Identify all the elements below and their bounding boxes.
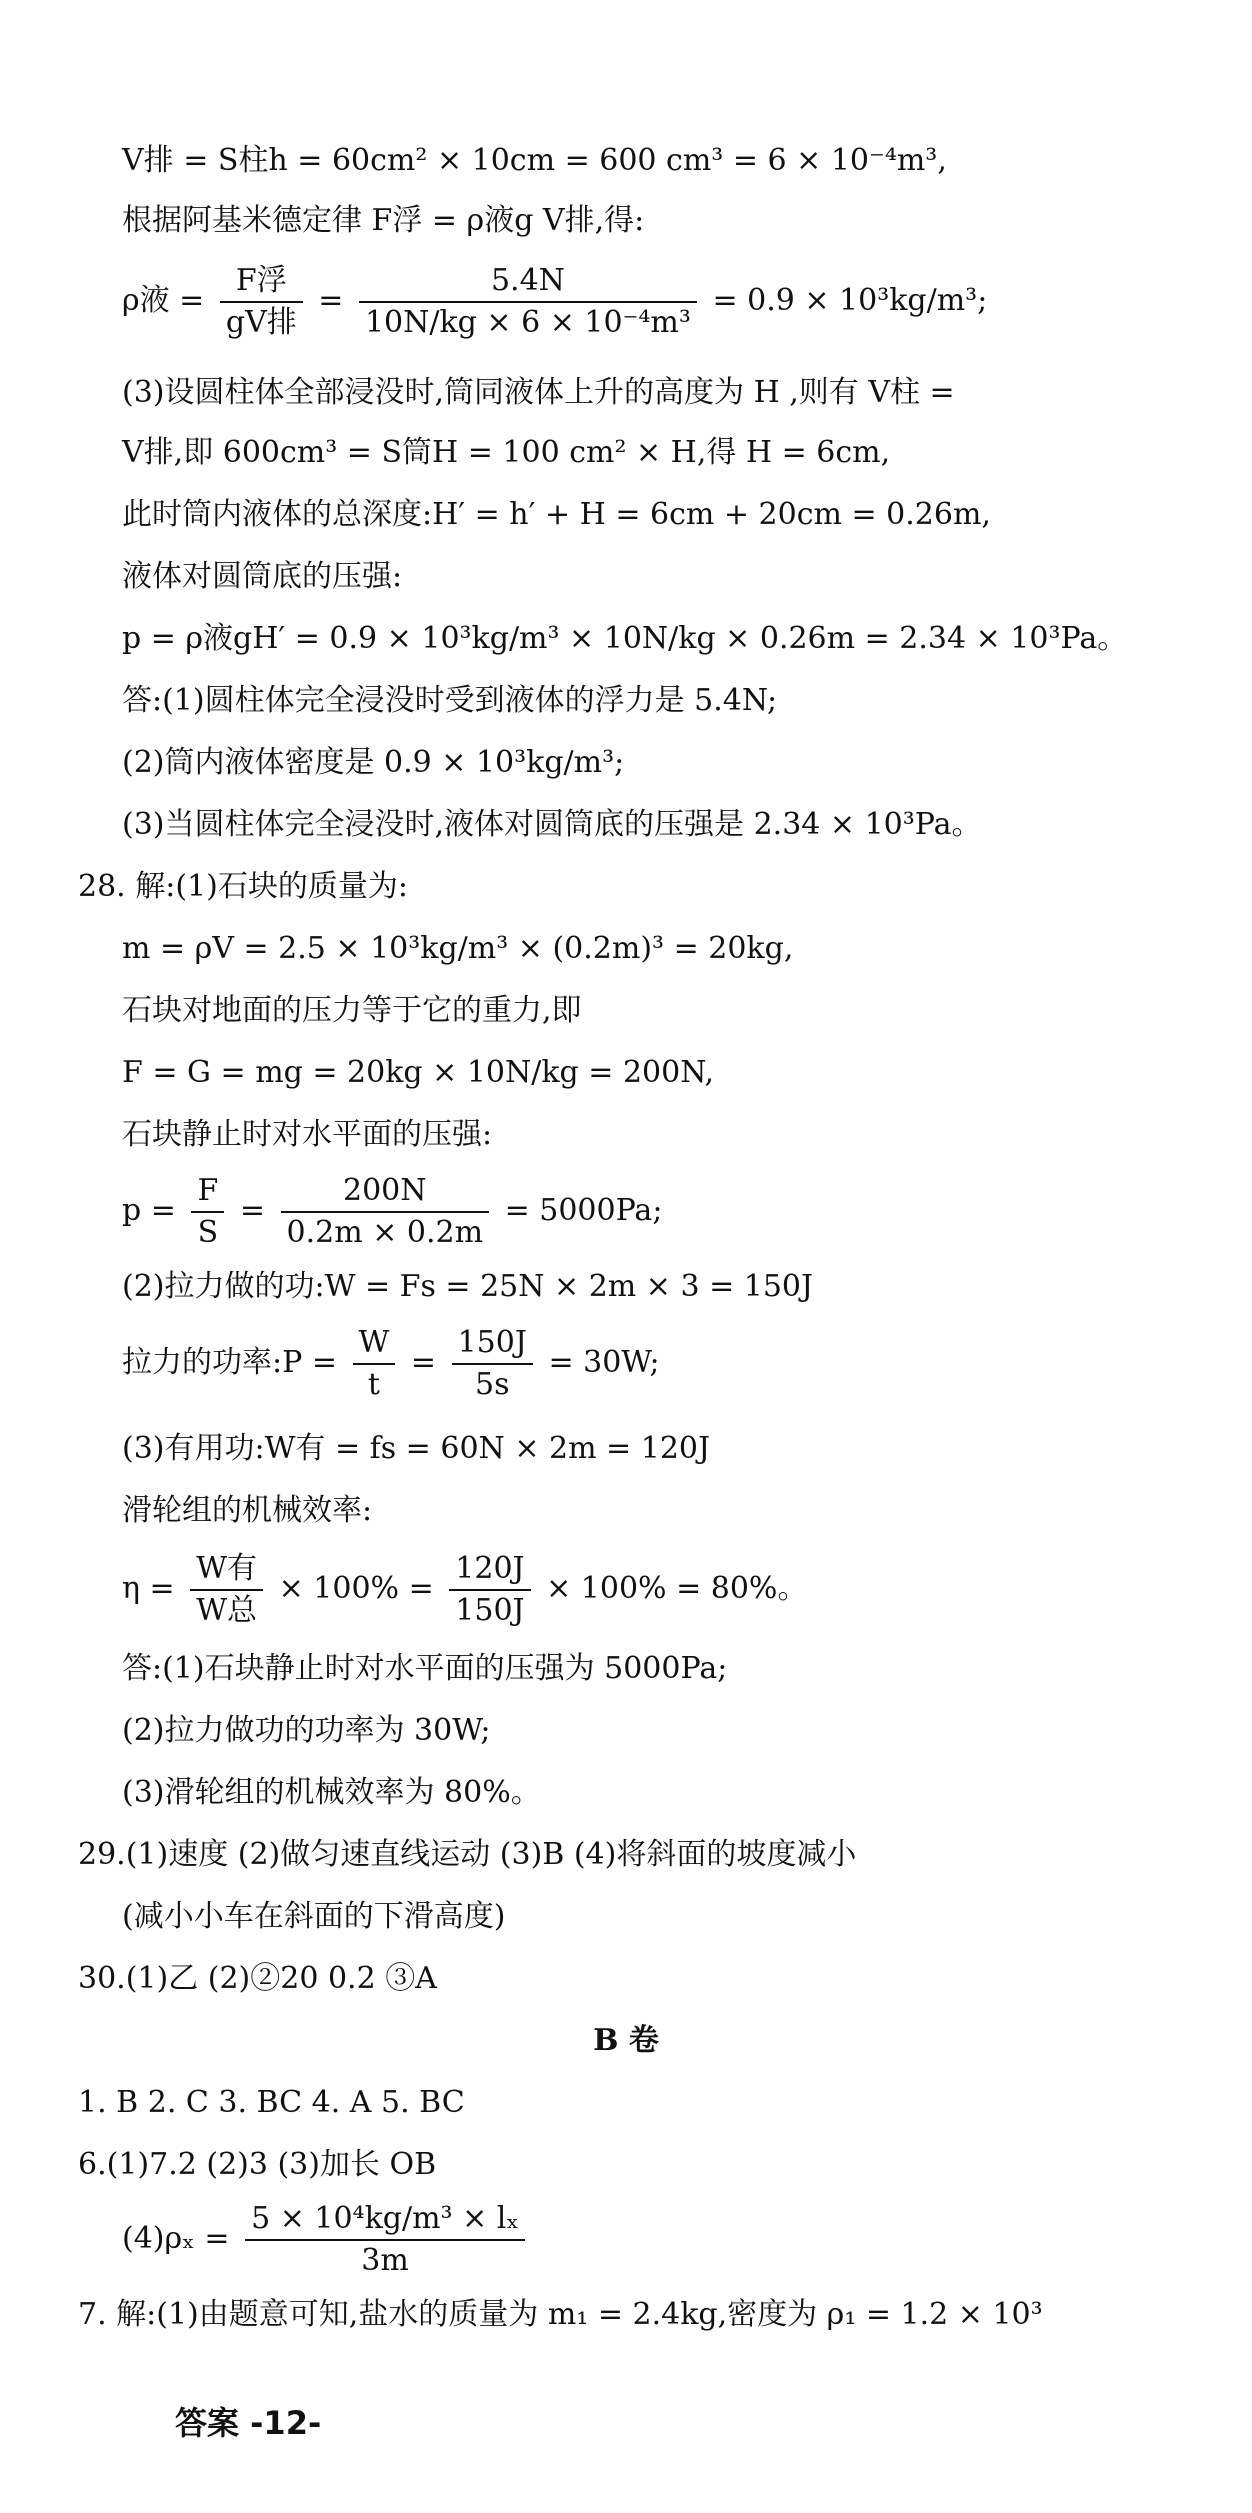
line-answer-1: 答:(1)圆柱体完全浸没时受到液体的浮力是 5.4N;: [122, 683, 778, 718]
efficiency-lhs: η =: [122, 1571, 175, 1606]
density-fraction-2: [359, 261, 697, 343]
line-part3-setup: (3)设圆柱体全部浸没时,筒同液体上升的高度为 H ,则有 V柱 =: [122, 375, 955, 410]
line-total-depth: 此时筒内液体的总深度:H′ = h′ + H = 6cm + 20cm = 0.26m,: [122, 497, 991, 532]
page-footer: 答案 -12-: [175, 2404, 322, 2442]
line-density-formula: [122, 258, 987, 344]
line-part3-height: V排,即 600cm³ = S筒H = 100 cm² × H,得 H = 6cm,: [122, 435, 891, 470]
line-archimedes: 根据阿基米德定律 F浮 = ρ液g V排,得:: [122, 203, 645, 238]
fraction-denominator: t: [367, 1367, 380, 1402]
density-fraction-1: [220, 261, 303, 343]
equals-sign: =: [410, 1345, 437, 1380]
line-force-desc: 石块对地面的压力等于它的重力,即: [122, 993, 582, 1028]
line-efficiency-label: 滑轮组的机械效率:: [122, 1493, 373, 1528]
equals-sign: =: [318, 283, 344, 318]
line-useful-work: (3)有用功:W有 = fs = 60N × 2m = 120J: [122, 1431, 711, 1466]
line-volume: V排 = S柱h = 60cm² × 10cm = 600 cm³ = 6 × 10⁻⁴m³,: [122, 143, 947, 178]
efficiency-result: × 100% = 80%。: [546, 1571, 808, 1606]
fraction-numerator: F浮: [220, 261, 303, 303]
pressure-result: = 5000Pa;: [504, 1193, 663, 1228]
line-answer-28-1: 答:(1)石块静止时对水平面的压强为 5000Pa;: [122, 1651, 728, 1686]
fraction-denominator: 10N/kg × 6 × 10⁻⁴m³: [364, 305, 691, 340]
line-b-6-4: [122, 2196, 531, 2282]
pressure-fraction-2: [281, 1171, 490, 1253]
density-lhs: ρ液 =: [122, 283, 205, 318]
power-lhs: 拉力的功率:P =: [122, 1345, 337, 1380]
power-fraction-2: [452, 1323, 533, 1405]
section-heading-b: B 卷: [593, 2023, 659, 2058]
line-answer-3: (3)当圆柱体完全浸没时,液体对圆筒底的压强是 2.34 × 10³Pa。: [122, 807, 982, 842]
efficiency-middle: × 100% =: [278, 1571, 434, 1606]
equals-sign: =: [239, 1193, 265, 1228]
rho-x-lhs: (4)ρₓ =: [122, 2221, 230, 2256]
line-b-1-5: 1. B 2. C 3. BC 4. A 5. BC: [78, 2085, 465, 2120]
line-q29-cont: (减小小车在斜面的下滑高度): [122, 1899, 506, 1934]
fraction-numerator: F: [191, 1171, 224, 1213]
efficiency-fraction-1: [190, 1549, 263, 1631]
fraction-numerator: W有: [190, 1549, 263, 1591]
line-power-fraction: [122, 1320, 660, 1406]
line-pressure-label: 液体对圆筒底的压强:: [122, 559, 403, 594]
pressure-lhs: p =: [122, 1193, 176, 1228]
pressure-fraction-1: [191, 1171, 224, 1253]
line-q28-start: 28. 解:(1)石块的质量为:: [78, 869, 408, 904]
fraction-denominator: 0.2m × 0.2m: [286, 1215, 484, 1250]
line-answer-28-3: (3)滑轮组的机械效率为 80%。: [122, 1775, 541, 1810]
fraction-numerator: 5.4N: [359, 261, 697, 303]
efficiency-fraction-2: [449, 1549, 530, 1631]
fraction-denominator: S: [197, 1215, 219, 1250]
line-answer-28-2: (2)拉力做功的功率为 30W;: [122, 1713, 491, 1748]
line-work: (2)拉力做的功:W = Fs = 25N × 2m × 3 = 150J: [122, 1269, 814, 1304]
rho-x-fraction: [245, 2199, 525, 2281]
fraction-denominator: 5s: [475, 1367, 510, 1402]
line-pressure-formula: p = ρ液gH′ = 0.9 × 10³kg/m³ × 10N/kg × 0.26m = 2.34 × 10³Pa。: [122, 621, 1128, 656]
line-force: F = G = mg = 20kg × 10N/kg = 200N,: [122, 1055, 715, 1090]
line-answer-2: (2)筒内液体密度是 0.9 × 10³kg/m³;: [122, 745, 625, 780]
line-q29: 29.(1)速度 (2)做匀速直线运动 (3)B (4)将斜面的坡度减小: [78, 1837, 857, 1872]
line-q30: 30.(1)乙 (2)②20 0.2 ③A: [78, 1961, 437, 1996]
fraction-numerator: 200N: [281, 1171, 490, 1213]
fraction-numerator: W: [353, 1323, 396, 1365]
line-pressure-desc: 石块静止时对水平面的压强:: [122, 1117, 493, 1152]
line-mass: m = ρV = 2.5 × 10³kg/m³ × (0.2m)³ = 20kg,: [122, 931, 794, 966]
fraction-numerator: 150J: [452, 1323, 533, 1365]
fraction-denominator: gV排: [225, 305, 297, 340]
fraction-denominator: 150J: [455, 1593, 525, 1628]
line-efficiency-fraction: [122, 1546, 807, 1632]
fraction-denominator: 3m: [361, 2243, 409, 2278]
fraction-denominator: W总: [196, 1593, 258, 1628]
fraction-numerator: 5 × 10⁴kg/m³ × lₓ: [245, 2199, 525, 2241]
power-result: = 30W;: [548, 1345, 660, 1380]
density-result: = 0.9 × 10³kg/m³;: [712, 283, 988, 318]
power-fraction-1: [353, 1323, 396, 1405]
line-pressure-fraction: [122, 1168, 662, 1254]
line-b-6: 6.(1)7.2 (2)3 (3)加长 OB: [78, 2147, 437, 2182]
line-b-7: 7. 解:(1)由题意可知,盐水的质量为 m₁ = 2.4kg,密度为 ρ₁ = 1.2 × 10³: [78, 2297, 1043, 2332]
fraction-numerator: 120J: [449, 1549, 530, 1591]
